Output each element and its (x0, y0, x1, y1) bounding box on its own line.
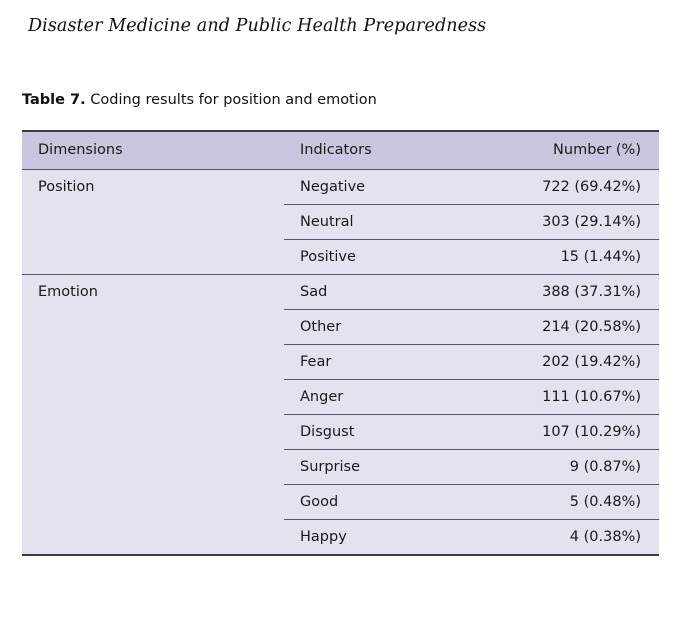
cell-number: 722 (69.42%) (524, 170, 659, 205)
table-header (22, 131, 659, 170)
cell-number: 388 (37.31%) (524, 275, 659, 310)
cell-number: 9 (0.87%) (524, 450, 659, 485)
table-row (22, 450, 659, 485)
cell-number: 303 (29.14%) (524, 205, 659, 240)
table-row (22, 240, 659, 275)
cell-dimension (22, 310, 284, 345)
cell-dimension (22, 380, 284, 415)
table-caption-label: Table 7. (22, 92, 86, 108)
cell-dimension (22, 520, 284, 555)
cell-dimension (22, 205, 284, 240)
table-row (22, 520, 659, 555)
column-header-dimensions: Dimensions (22, 131, 284, 170)
coding-results-table (22, 130, 659, 554)
table-caption-text: Coding results for position and emotion (90, 92, 377, 108)
column-header-number: Number (%) (524, 131, 659, 170)
cell-number: 107 (10.29%) (524, 415, 659, 450)
cell-indicator: Disgust (284, 415, 524, 450)
cell-indicator: Happy (284, 520, 524, 555)
cell-indicator: Good (284, 485, 524, 520)
cell-number: 214 (20.58%) (524, 310, 659, 345)
cell-dimension (22, 485, 284, 520)
cell-dimension (22, 450, 284, 485)
cell-dimension (22, 415, 284, 450)
table-row (22, 415, 659, 450)
column-header-indicators: Indicators (284, 131, 524, 170)
table-row (22, 345, 659, 380)
cell-indicator: Anger (284, 380, 524, 415)
cell-number: 111 (10.67%) (524, 380, 659, 415)
table-row (22, 205, 659, 240)
table-caption (22, 92, 377, 108)
cell-indicator: Positive (284, 240, 524, 275)
cell-indicator: Negative (284, 170, 524, 205)
cell-indicator: Neutral (284, 205, 524, 240)
table-row (22, 485, 659, 520)
cell-indicator: Other (284, 310, 524, 345)
cell-indicator: Surprise (284, 450, 524, 485)
cell-number: 202 (19.42%) (524, 345, 659, 380)
running-head: Disaster Medicine and Public Health Preparedness (28, 16, 487, 36)
table-row (22, 310, 659, 345)
table-row (22, 275, 659, 310)
cell-dimension: Emotion (22, 275, 284, 310)
cell-number: 5 (0.48%) (524, 485, 659, 520)
table-bottom-rule (22, 554, 659, 556)
table-row (22, 380, 659, 415)
table-row (22, 170, 659, 205)
table-header-row (22, 131, 659, 170)
cell-number: 4 (0.38%) (524, 520, 659, 555)
cell-indicator: Fear (284, 345, 524, 380)
cell-number: 15 (1.44%) (524, 240, 659, 275)
cell-dimension (22, 240, 284, 275)
cell-dimension: Position (22, 170, 284, 205)
table-container (22, 130, 659, 554)
cell-indicator: Sad (284, 275, 524, 310)
cell-dimension (22, 345, 284, 380)
table-body (22, 170, 659, 555)
